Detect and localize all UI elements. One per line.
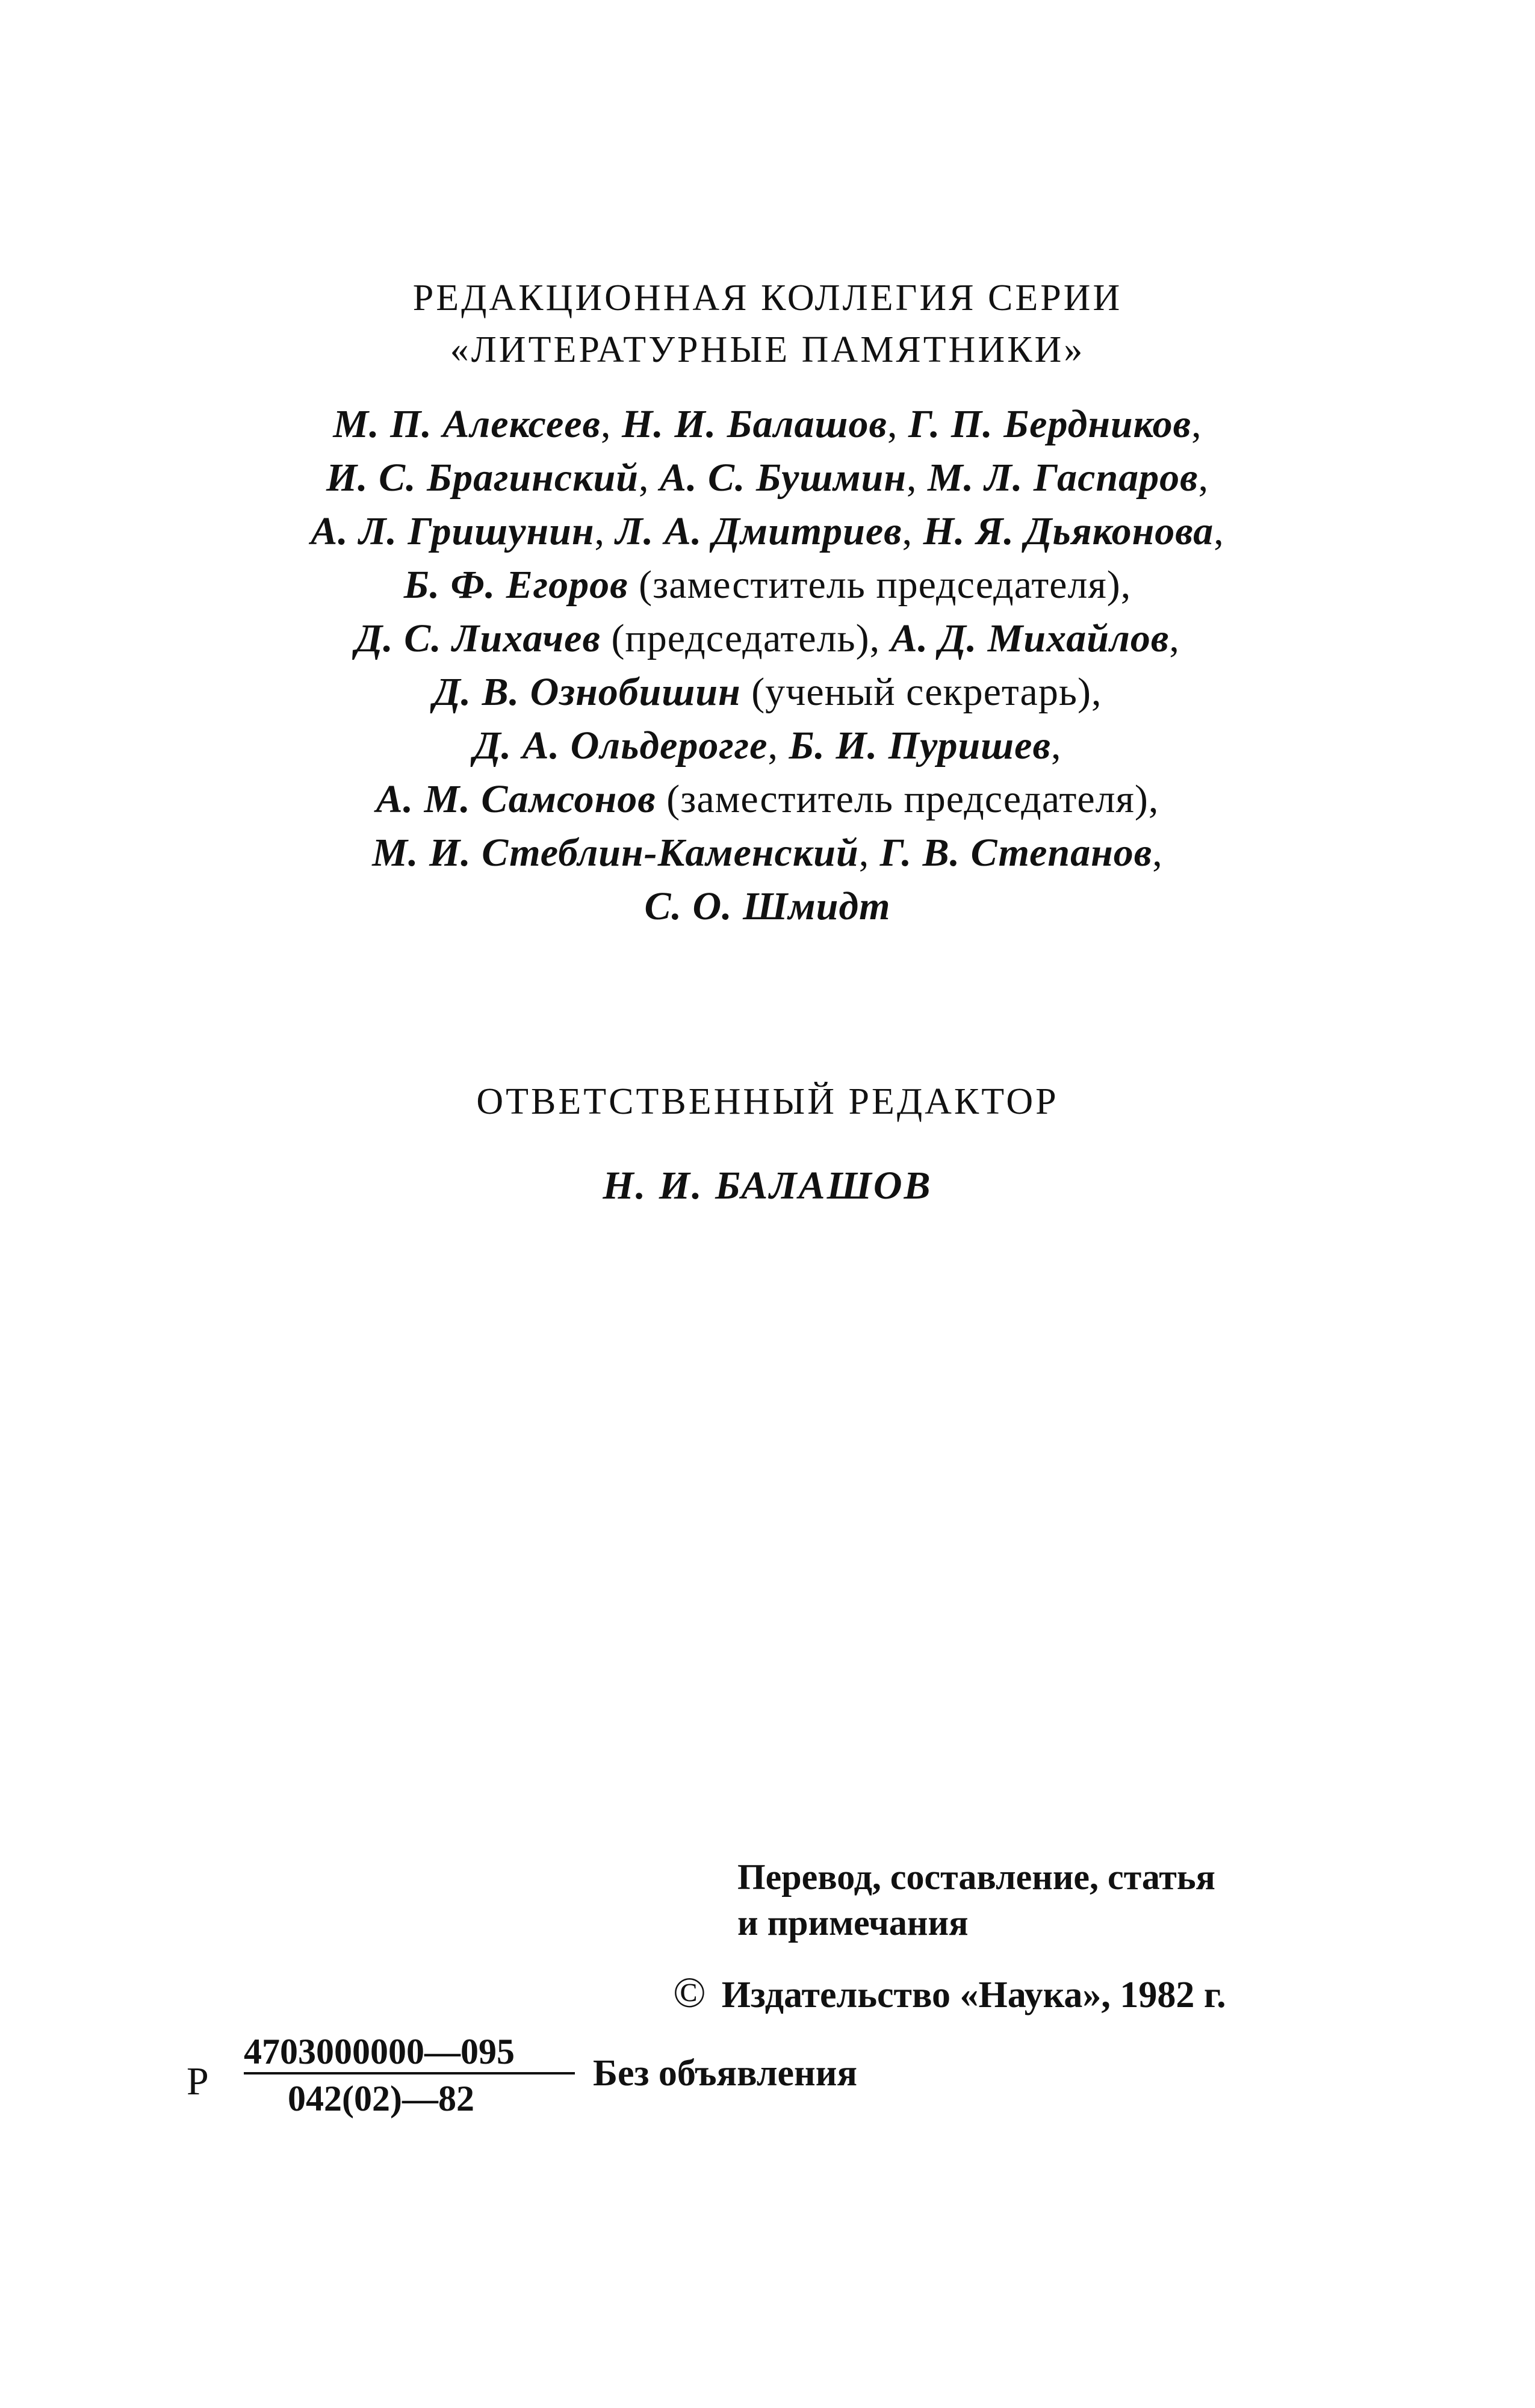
catalog-index-denominator: 042(02)—82 [288, 2079, 474, 2118]
responsible-editor-name: Н. И. БАЛАШОВ [603, 1164, 932, 1208]
responsible-editor-heading: ОТВЕТСТВЕННЫЙ РЕДАКТОР [476, 1081, 1059, 1122]
editorial-board-members [0, 397, 1535, 933]
member-name: Н. И. Балашов [622, 402, 887, 446]
members-line: Д. С. Лихачев (председатель), А. Д. Михайлов, [355, 616, 1180, 660]
copyright-icon: © [673, 1969, 706, 2017]
members-line: И. С. Брагинский, А. С. Бушмин, М. Л. Гаспаров, [326, 456, 1209, 500]
member-name: А. С. Бушмин [659, 456, 907, 500]
member-name: А. Л. Гришунин [311, 509, 595, 553]
catalog-index-numerator: 4703000000—095 [244, 2032, 515, 2071]
credits-line-2: и примечания [737, 1903, 969, 1943]
member-role: (председатель) [611, 616, 870, 660]
member-name: Д. А. Ольдерогге [473, 724, 768, 768]
member-name: Д. С. Лихачев [355, 616, 601, 660]
members-line: А. М. Самсонов (заместитель председателя), [376, 777, 1159, 821]
members-line: М. И. Стеблин-Каменский, Г. В. Степанов, [372, 831, 1163, 875]
member-name: А. М. Самсонов [376, 777, 656, 821]
member-name: Б. Ф. Егоров [403, 563, 628, 607]
copyright-notice [673, 1969, 1226, 2019]
credits-line-1: Перевод, составление, статья [737, 1857, 1216, 1897]
member-name: Д. В. Ознобишин [433, 670, 741, 714]
member-role: (заместитель председателя) [666, 777, 1149, 821]
members-line: Д. А. Ольдерогге, Б. И. Пуришев, [473, 724, 1062, 768]
series-title: «ЛИТЕРАТУРНЫЕ ПАМЯТНИКИ» [450, 329, 1085, 370]
member-name: Л. А. Дмитриев [615, 509, 902, 553]
members-line: Б. Ф. Егоров (заместитель председателя), [403, 563, 1132, 607]
member-name: Н. Я. Дьяконова [923, 509, 1214, 553]
member-name: А. Д. Михайлов [890, 616, 1170, 660]
copyright-text: Издательство «Наука», 1982 г. [721, 1975, 1226, 2015]
editorial-board-heading [0, 272, 1535, 376]
member-name: Г. В. Степанов [879, 831, 1153, 875]
catalog-index-letter: Р [187, 2059, 209, 2103]
fraction-divider [244, 2072, 575, 2074]
members-line: М. П. Алексеев, Н. И. Балашов, Г. П. Бердников, [333, 402, 1202, 446]
members-line: Д. В. Ознобишин (ученый секретарь), [433, 670, 1102, 714]
member-name: М. Л. Гаспаров [927, 456, 1199, 500]
members-line [0, 880, 1535, 933]
member-name: С. О. Шмидт [644, 884, 891, 928]
member-name: Б. И. Пуришев [789, 724, 1051, 768]
member-name: И. С. Брагинский [326, 456, 639, 500]
translation-credits [737, 1854, 1215, 1946]
member-role: (заместитель председателя) [639, 563, 1121, 607]
price-note: Без объявления [593, 2053, 858, 2094]
member-name: М. И. Стеблин-Каменский [372, 831, 859, 875]
editorial-board-heading-line-1: РЕДАКЦИОННАЯ КОЛЛЕГИЯ СЕРИИ [412, 278, 1123, 318]
member-name: Г. П. Бердников [908, 402, 1192, 446]
member-role: (ученый секретарь) [751, 670, 1091, 714]
members-line: А. Л. Гришунин, Л. А. Дмитриев, Н. Я. Дьяконова, [311, 509, 1224, 553]
member-name: М. П. Алексеев [333, 402, 601, 446]
